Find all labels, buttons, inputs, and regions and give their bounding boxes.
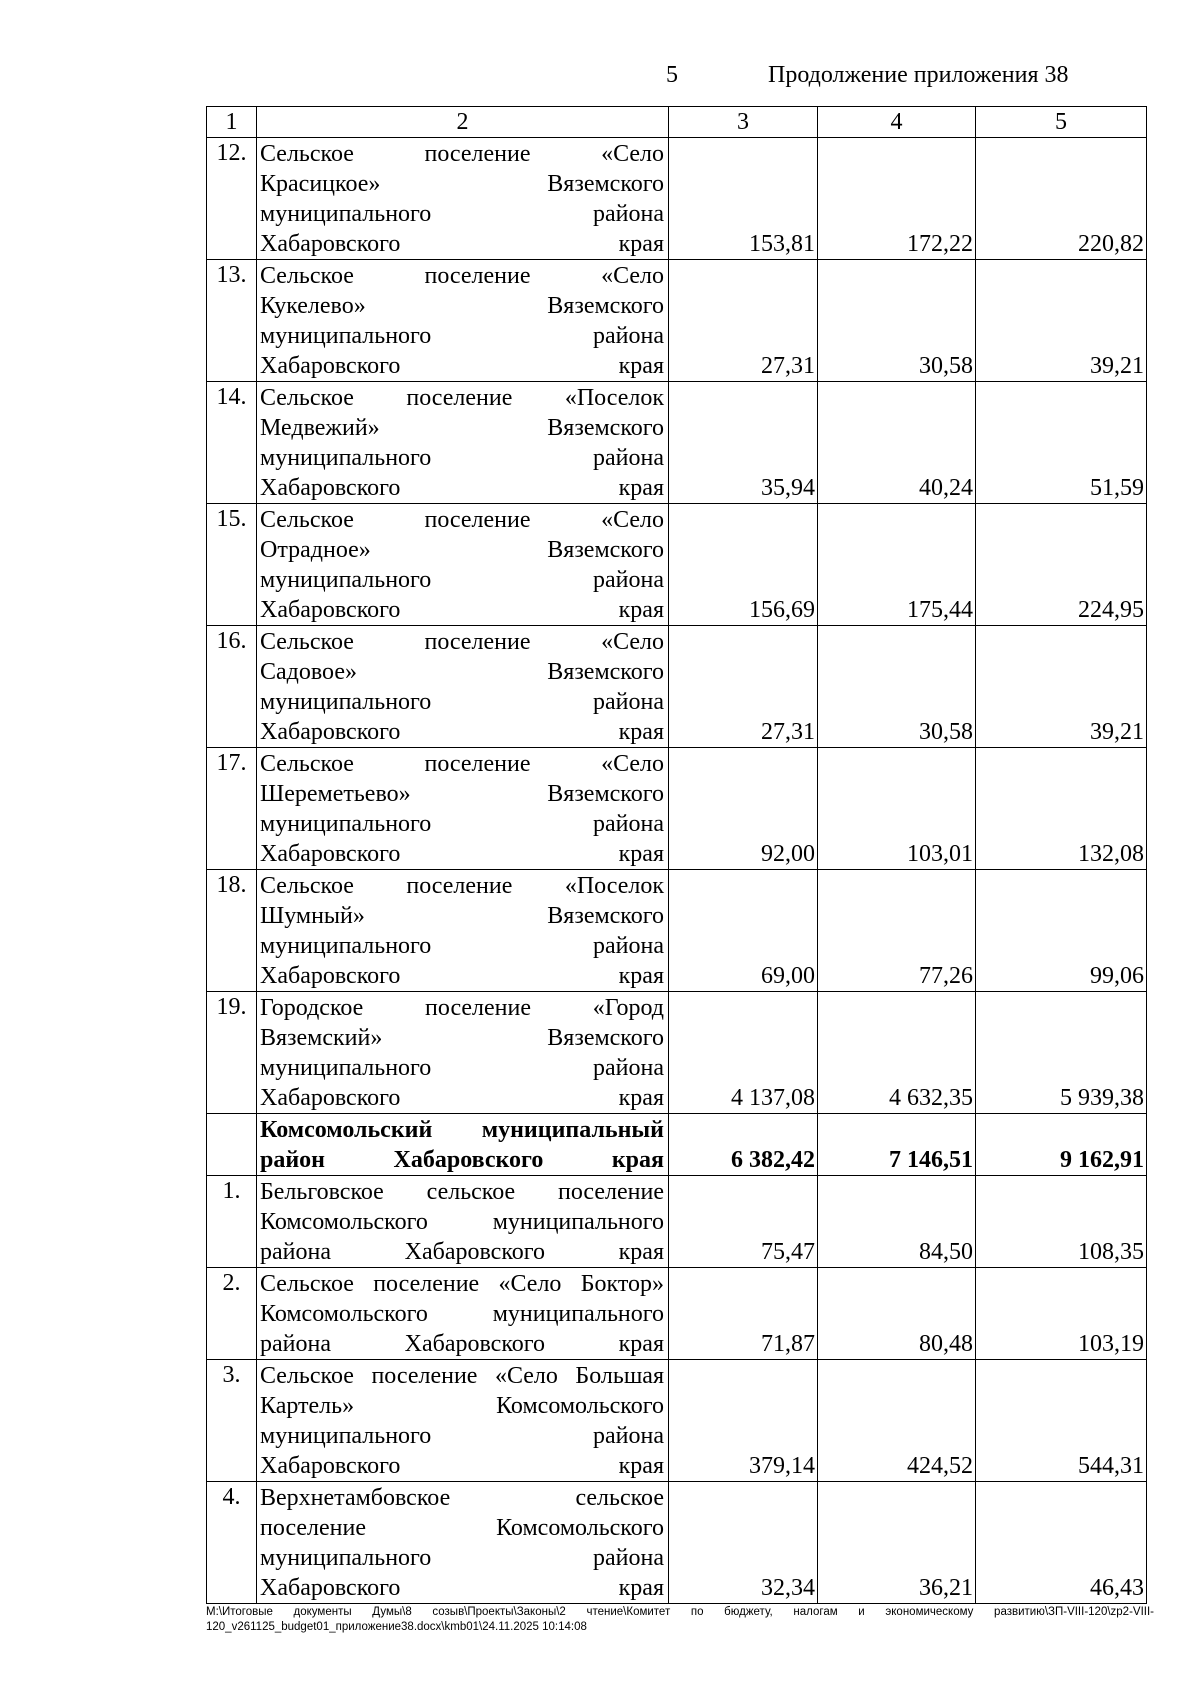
column-header: 1	[207, 107, 257, 138]
table-row	[207, 626, 1147, 748]
column-header: 2	[257, 107, 669, 138]
name-line: Вяземский» Вяземского	[260, 1025, 664, 1051]
value-v4: 36,21	[818, 1482, 976, 1604]
row-number: 19.	[207, 992, 257, 1114]
value-v4: 84,50	[818, 1176, 976, 1268]
name-line: Верхнетамбовское сельское	[260, 1485, 664, 1511]
value-v5: 9 162,91	[976, 1114, 1147, 1176]
value-v5: 51,59	[976, 382, 1147, 504]
municipality-name	[257, 992, 669, 1114]
table-body	[207, 138, 1147, 1604]
value-v3: 32,34	[669, 1482, 818, 1604]
name-line: Бельговское сельское поселение	[260, 1179, 664, 1205]
name-line: Шумный» Вяземского	[260, 903, 664, 929]
row-number: 17.	[207, 748, 257, 870]
table-row	[207, 1482, 1147, 1604]
name-line: муниципального района	[260, 1423, 664, 1449]
value-v4: 172,22	[818, 138, 976, 260]
name-line: Сельское поселение «Село Боктор»	[260, 1271, 664, 1297]
name-line: Сельское поселение «Поселок	[260, 873, 664, 899]
row-number: 4.	[207, 1482, 257, 1604]
row-number: 2.	[207, 1268, 257, 1360]
name-line: Сельское поселение «Село	[260, 751, 664, 777]
table-row	[207, 748, 1147, 870]
value-v5: 99,06	[976, 870, 1147, 992]
name-line: поселение Комсомольского	[260, 1515, 664, 1541]
value-v4: 4 632,35	[818, 992, 976, 1114]
table-row	[207, 138, 1147, 260]
name-line: Красицкое» Вяземского	[260, 171, 664, 197]
value-v5: 5 939,38	[976, 992, 1147, 1114]
column-header: 4	[818, 107, 976, 138]
value-v5: 39,21	[976, 260, 1147, 382]
row-number: 16.	[207, 626, 257, 748]
name-line: Шереметьево» Вяземского	[260, 781, 664, 807]
name-line: Хабаровского края	[260, 1575, 664, 1601]
name-line: муниципального района	[260, 323, 664, 349]
value-v3: 27,31	[669, 626, 818, 748]
page-header	[0, 62, 1200, 98]
municipality-name	[257, 870, 669, 992]
name-line: Сельское поселение «Село	[260, 629, 664, 655]
value-v4: 7 146,51	[818, 1114, 976, 1176]
table-row	[207, 504, 1147, 626]
name-line: Сельское поселение «Село	[260, 507, 664, 533]
row-number: 13.	[207, 260, 257, 382]
name-line: Сельское поселение «Село	[260, 263, 664, 289]
value-v4: 103,01	[818, 748, 976, 870]
page-number: 5	[666, 62, 678, 88]
name-line: района Хабаровского края	[260, 1239, 664, 1265]
name-line: Хабаровского края	[260, 1085, 664, 1111]
value-v3: 6 382,42	[669, 1114, 818, 1176]
value-v3: 156,69	[669, 504, 818, 626]
row-number: 15.	[207, 504, 257, 626]
name-line: Медвежий» Вяземского	[260, 415, 664, 441]
name-line: Хабаровского края	[260, 597, 664, 623]
name-line: муниципального района	[260, 445, 664, 471]
name-line: муниципального района	[260, 567, 664, 593]
file-path-footer: M:\Итоговые документы Думы\8 созыв\Проекты\Законы\2 чтение\Комитет по бюджету, налогам и экономическому развитию\ЗП-VIII-120\zp2-VIII-120_v261125_budget01_приложение38.docx\kmb01\24.11.2025 10:14:08	[206, 1606, 1154, 1633]
value-v3: 35,94	[669, 382, 818, 504]
table-row	[207, 260, 1147, 382]
value-v5: 39,21	[976, 626, 1147, 748]
name-line: муниципального района	[260, 1055, 664, 1081]
name-line: муниципального района	[260, 1545, 664, 1571]
name-line: Комсомольского муниципального	[260, 1209, 664, 1235]
value-v5: 108,35	[976, 1176, 1147, 1268]
municipality-name	[257, 1268, 669, 1360]
name-line: Садовое» Вяземского	[260, 659, 664, 685]
row-number	[207, 1114, 257, 1176]
name-line: Сельское поселение «Поселок	[260, 385, 664, 411]
name-line: муниципального района	[260, 933, 664, 959]
name-line: района Хабаровского края	[260, 1331, 664, 1357]
municipality-name	[257, 260, 669, 382]
name-line: Хабаровского края	[260, 963, 664, 989]
value-v5: 544,31	[976, 1360, 1147, 1482]
value-v4: 30,58	[818, 626, 976, 748]
table-row	[207, 1360, 1147, 1482]
value-v4: 175,44	[818, 504, 976, 626]
municipality-name	[257, 1176, 669, 1268]
row-number: 12.	[207, 138, 257, 260]
name-line: Хабаровского края	[260, 841, 664, 867]
name-line: муниципального района	[260, 689, 664, 715]
value-v3: 71,87	[669, 1268, 818, 1360]
name-line: Сельское поселение «Село Большая	[260, 1363, 664, 1389]
continuation-title: Продолжение приложения 38	[768, 62, 1069, 88]
row-number: 14.	[207, 382, 257, 504]
row-number: 3.	[207, 1360, 257, 1482]
column-header: 3	[669, 107, 818, 138]
table-total-row	[207, 1114, 1147, 1176]
value-v4: 40,24	[818, 382, 976, 504]
value-v5: 224,95	[976, 504, 1147, 626]
name-line: Хабаровского края	[260, 1453, 664, 1479]
name-line: Хабаровского края	[260, 231, 664, 257]
name-line: Хабаровского края	[260, 475, 664, 501]
name-line: Сельское поселение «Село	[260, 141, 664, 167]
row-number: 18.	[207, 870, 257, 992]
municipality-name	[257, 382, 669, 504]
table-row	[207, 1176, 1147, 1268]
value-v3: 75,47	[669, 1176, 818, 1268]
value-v5: 46,43	[976, 1482, 1147, 1604]
value-v3: 92,00	[669, 748, 818, 870]
name-line: Отрадное» Вяземского	[260, 537, 664, 563]
table-row	[207, 382, 1147, 504]
municipality-name	[257, 1482, 669, 1604]
name-line: район Хабаровского края	[260, 1147, 664, 1173]
name-line: Хабаровского края	[260, 719, 664, 745]
table-row	[207, 1268, 1147, 1360]
name-line: Комсомольский муниципальный	[260, 1117, 664, 1143]
value-v3: 69,00	[669, 870, 818, 992]
table-header-row	[207, 107, 1147, 138]
value-v3: 27,31	[669, 260, 818, 382]
municipality-name	[257, 138, 669, 260]
name-line: Комсомольского муниципального	[260, 1301, 664, 1327]
name-line: муниципального района	[260, 201, 664, 227]
municipality-name	[257, 1114, 669, 1176]
appendix-table	[206, 106, 1147, 1604]
value-v4: 30,58	[818, 260, 976, 382]
table-row	[207, 870, 1147, 992]
value-v4: 77,26	[818, 870, 976, 992]
name-line: муниципального района	[260, 811, 664, 837]
value-v4: 80,48	[818, 1268, 976, 1360]
row-number: 1.	[207, 1176, 257, 1268]
value-v5: 220,82	[976, 138, 1147, 260]
value-v5: 132,08	[976, 748, 1147, 870]
table-row	[207, 992, 1147, 1114]
value-v3: 4 137,08	[669, 992, 818, 1114]
value-v3: 153,81	[669, 138, 818, 260]
name-line: Городское поселение «Город	[260, 995, 664, 1021]
municipality-name	[257, 504, 669, 626]
municipality-name	[257, 626, 669, 748]
value-v5: 103,19	[976, 1268, 1147, 1360]
name-line: Картель» Комсомольского	[260, 1393, 664, 1419]
municipality-name	[257, 1360, 669, 1482]
name-line: Хабаровского края	[260, 353, 664, 379]
municipality-name	[257, 748, 669, 870]
value-v4: 424,52	[818, 1360, 976, 1482]
value-v3: 379,14	[669, 1360, 818, 1482]
name-line: Кукелево» Вяземского	[260, 293, 664, 319]
column-header: 5	[976, 107, 1147, 138]
